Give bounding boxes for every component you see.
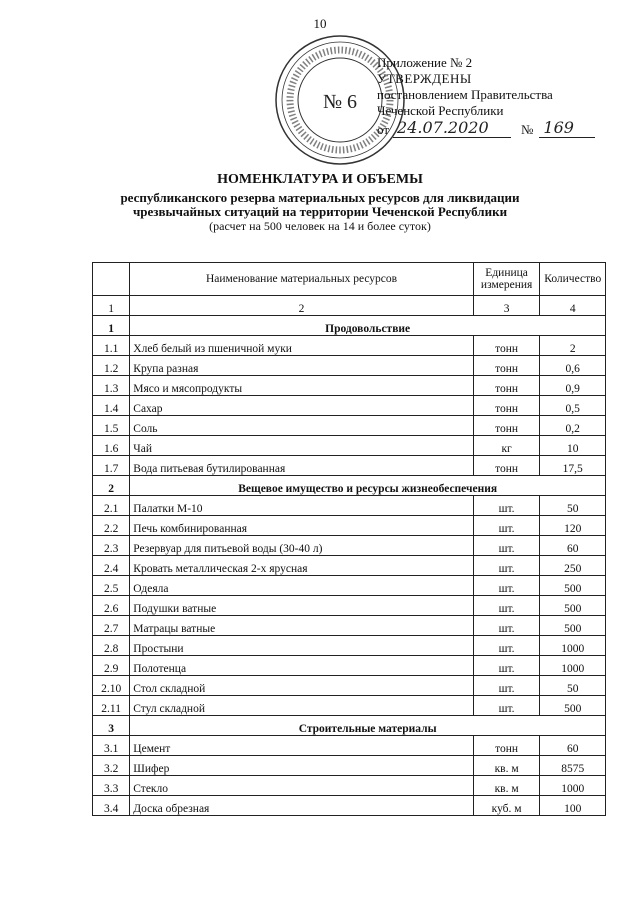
item-name: Крупа разная <box>130 356 474 376</box>
table-header-row <box>93 263 606 296</box>
item-quantity: 50 <box>540 496 606 516</box>
section-row <box>93 476 606 496</box>
table-row <box>93 516 606 536</box>
item-quantity: 60 <box>540 736 606 756</box>
item-unit: кв. м <box>473 776 540 796</box>
item-unit: тонн <box>473 736 540 756</box>
section-title: Вещевое имущество и ресурсы жизнеобеспечения <box>130 476 606 496</box>
table-row <box>93 496 606 516</box>
row-number: 1.4 <box>93 396 130 416</box>
table-row <box>93 396 606 416</box>
row-number: 2.1 <box>93 496 130 516</box>
item-quantity: 120 <box>540 516 606 536</box>
item-name: Шифер <box>130 756 474 776</box>
header-unit <box>473 263 540 296</box>
table-row <box>93 556 606 576</box>
row-number: 1.5 <box>93 416 130 436</box>
number-label: № <box>521 122 534 137</box>
item-unit: шт. <box>473 536 540 556</box>
item-name: Подушки ватные <box>130 596 474 616</box>
table-row <box>93 656 606 676</box>
item-quantity: 60 <box>540 536 606 556</box>
table-row <box>93 356 606 376</box>
section-row <box>93 316 606 336</box>
appendix-label: Приложение № 2 <box>377 55 473 70</box>
item-name: Печь комбинированная <box>130 516 474 536</box>
section-title: Продовольствие <box>130 316 606 336</box>
table-row <box>93 596 606 616</box>
table-row <box>93 416 606 436</box>
item-quantity: 0,2 <box>540 416 606 436</box>
table-body <box>93 296 606 816</box>
item-name: Кровать металлическая 2-х ярусная <box>130 556 474 576</box>
section-number: 2 <box>93 476 130 496</box>
item-name: Сахар <box>130 396 474 416</box>
page-number: 10 <box>313 16 327 31</box>
item-unit: тонн <box>473 336 540 356</box>
approved-label: УТВЕРЖДЕНЫ <box>377 71 472 86</box>
index-cell: 3 <box>473 296 540 316</box>
row-number: 2.11 <box>93 696 130 716</box>
item-name: Стекло <box>130 776 474 796</box>
row-number: 1.7 <box>93 456 130 476</box>
from-label: от <box>377 122 390 137</box>
table-row <box>93 436 606 456</box>
item-unit: шт. <box>473 516 540 536</box>
table-row <box>93 616 606 636</box>
item-unit: тонн <box>473 376 540 396</box>
item-quantity: 8575 <box>540 756 606 776</box>
table-row <box>93 336 606 356</box>
item-name: Матрацы ватные <box>130 616 474 636</box>
item-unit: шт. <box>473 496 540 516</box>
index-cell: 2 <box>130 296 474 316</box>
row-number: 3.2 <box>93 756 130 776</box>
item-quantity: 500 <box>540 596 606 616</box>
table-row <box>93 796 606 816</box>
row-number: 2.4 <box>93 556 130 576</box>
row-number: 1.2 <box>93 356 130 376</box>
item-name: Хлеб белый из пшеничной муки <box>130 336 474 356</box>
approval-line-2: Чеченской Республики <box>377 103 504 118</box>
row-number: 3.1 <box>93 736 130 756</box>
item-quantity: 10 <box>540 436 606 456</box>
row-number: 2.7 <box>93 616 130 636</box>
header-unit-line-1: Единица <box>485 267 528 279</box>
item-name: Мясо и мясопродукты <box>130 376 474 396</box>
item-quantity: 500 <box>540 616 606 636</box>
row-number: 1.6 <box>93 436 130 456</box>
item-name: Простыни <box>130 636 474 656</box>
table-row <box>93 636 606 656</box>
header-num <box>93 263 130 296</box>
document-title: НОМЕНКЛАТУРА И ОБЪЕМЫ <box>217 172 423 187</box>
approval-date: 24.07.2020 <box>393 121 511 138</box>
table-row <box>93 696 606 716</box>
item-unit: шт. <box>473 616 540 636</box>
item-unit: шт. <box>473 676 540 696</box>
item-unit: шт. <box>473 696 540 716</box>
item-name: Соль <box>130 416 474 436</box>
item-name: Чай <box>130 436 474 456</box>
row-number: 2.10 <box>93 676 130 696</box>
item-name: Палатки М-10 <box>130 496 474 516</box>
table-row <box>93 736 606 756</box>
row-number: 2.3 <box>93 536 130 556</box>
item-name: Стол складной <box>130 676 474 696</box>
approval-line-1: постановлением Правительства <box>377 87 553 102</box>
index-cell: 4 <box>540 296 606 316</box>
item-unit: шт. <box>473 556 540 576</box>
row-number: 2.6 <box>93 596 130 616</box>
section-number: 1 <box>93 316 130 336</box>
nomenclature-table <box>92 262 606 816</box>
item-quantity: 1000 <box>540 656 606 676</box>
header-unit-line-2: измерения <box>480 279 533 291</box>
item-unit: шт. <box>473 596 540 616</box>
item-unit: тонн <box>473 396 540 416</box>
item-quantity: 1000 <box>540 776 606 796</box>
index-cell: 1 <box>93 296 130 316</box>
approval-block <box>377 55 595 138</box>
item-quantity: 17,5 <box>540 456 606 476</box>
item-quantity: 2 <box>540 336 606 356</box>
item-name: Одеяла <box>130 576 474 596</box>
row-number: 2.2 <box>93 516 130 536</box>
table-row <box>93 456 606 476</box>
section-number: 3 <box>93 716 130 736</box>
item-unit: шт. <box>473 656 540 676</box>
section-row <box>93 716 606 736</box>
item-name: Резервуар для питьевой воды (30-40 л) <box>130 536 474 556</box>
approval-number: 169 <box>539 121 595 138</box>
column-index-row <box>93 296 606 316</box>
item-unit: кв. м <box>473 756 540 776</box>
item-name: Доска обрезная <box>130 796 474 816</box>
row-number: 1.3 <box>93 376 130 396</box>
row-number: 2.5 <box>93 576 130 596</box>
item-unit: кг <box>473 436 540 456</box>
item-name: Цемент <box>130 736 474 756</box>
table-row <box>93 676 606 696</box>
item-quantity: 0,9 <box>540 376 606 396</box>
section-title: Строительные материалы <box>130 716 606 736</box>
row-number: 2.8 <box>93 636 130 656</box>
item-quantity: 500 <box>540 696 606 716</box>
header-qty: Количество <box>540 263 606 296</box>
seal-number: № 6 <box>322 91 358 113</box>
item-quantity: 0,6 <box>540 356 606 376</box>
document-subtitle <box>0 191 640 219</box>
table-row <box>93 576 606 596</box>
row-number: 1.1 <box>93 336 130 356</box>
item-unit: шт. <box>473 576 540 596</box>
item-quantity: 250 <box>540 556 606 576</box>
item-name: Стул складной <box>130 696 474 716</box>
item-quantity: 50 <box>540 676 606 696</box>
subtitle-line-2: чрезвычайных ситуаций на территории Чеченской Республики <box>132 204 508 219</box>
item-unit: куб. м <box>473 796 540 816</box>
table-row <box>93 376 606 396</box>
item-name: Полотенца <box>130 656 474 676</box>
table-row <box>93 776 606 796</box>
item-unit: тонн <box>473 416 540 436</box>
row-number: 3.4 <box>93 796 130 816</box>
item-quantity: 100 <box>540 796 606 816</box>
item-unit: тонн <box>473 456 540 476</box>
item-quantity: 500 <box>540 576 606 596</box>
item-name: Вода питьевая бутилированная <box>130 456 474 476</box>
subtitle-line-1: республиканского резерва материальных ресурсов для ликвидации <box>120 190 520 205</box>
row-number: 3.3 <box>93 776 130 796</box>
item-quantity: 1000 <box>540 636 606 656</box>
item-quantity: 0,5 <box>540 396 606 416</box>
item-unit: тонн <box>473 356 540 376</box>
header-name: Наименование материальных ресурсов <box>130 263 474 296</box>
row-number: 2.9 <box>93 656 130 676</box>
calculation-note: (расчет на 500 человек на 14 и более суток) <box>209 219 431 233</box>
item-unit: шт. <box>473 636 540 656</box>
table-row <box>93 756 606 776</box>
table-row <box>93 536 606 556</box>
approval-date-number <box>377 118 595 138</box>
